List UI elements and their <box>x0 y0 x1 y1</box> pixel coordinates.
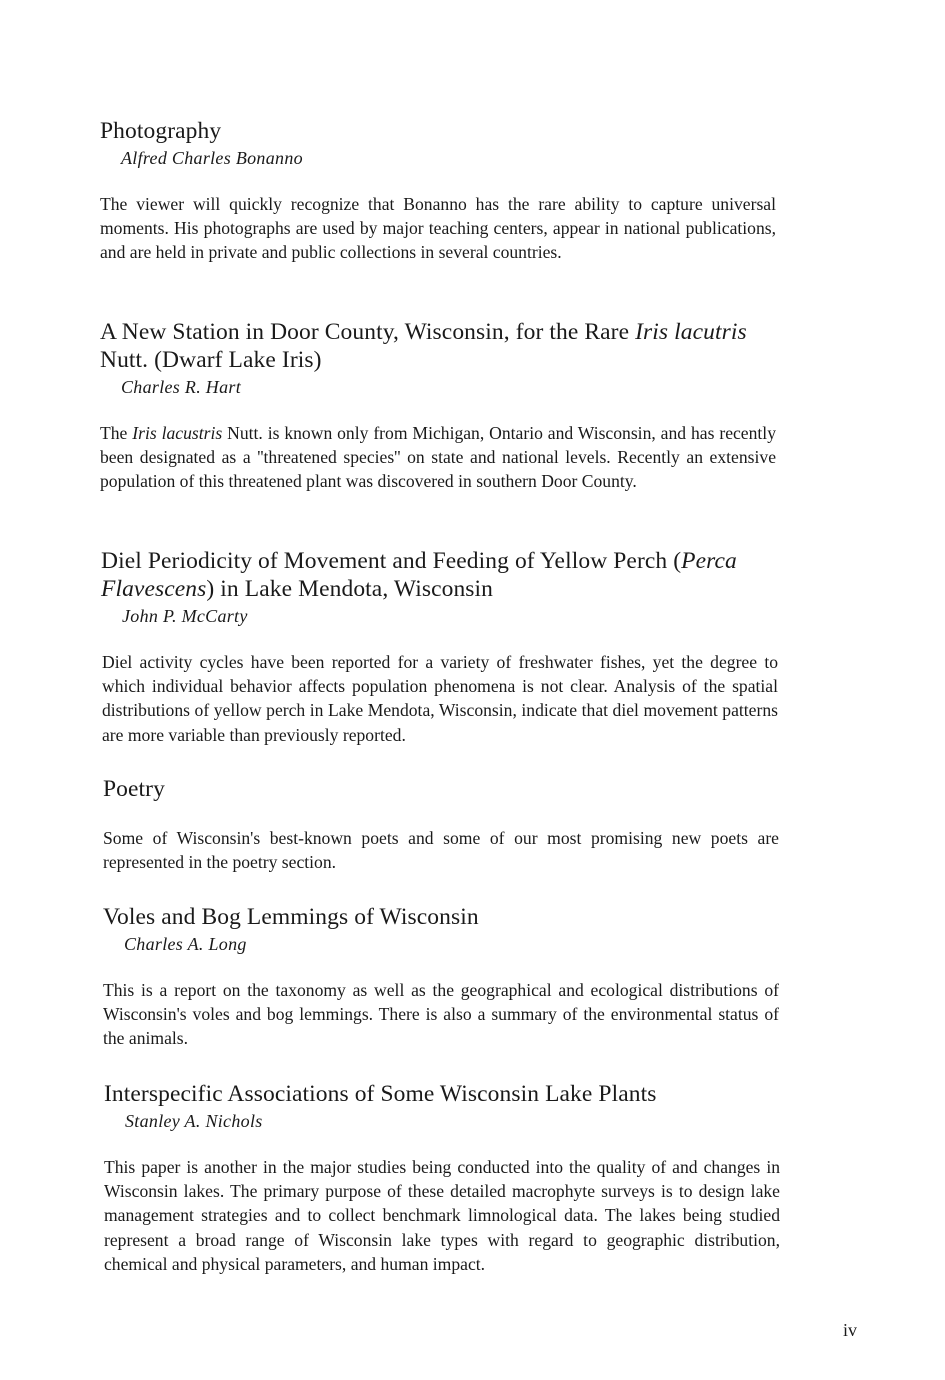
entry-summary: The Iris lacustris Nutt. is known only from Michigan, Ontario and Wisconsin, and has recently been designated as a ''threatened species'' on state and national levels. Recently an extensive population of this threatened plant was discovered in southern Door County. <box>100 423 776 492</box>
entry-title: Voles and Bog Lemmings of Wisconsin <box>103 904 479 930</box>
entry-yellow-perch <box>101 547 781 627</box>
entry-title: Photography <box>100 118 222 144</box>
entry-author: Charles R. Hart <box>121 377 242 397</box>
entry-voles-bog-lemmings <box>103 903 783 955</box>
entry-title: Poetry <box>103 776 165 802</box>
entry-poetry <box>103 775 783 803</box>
entry-dwarf-lake-iris <box>100 318 780 398</box>
page-number: iv <box>843 1320 858 1340</box>
entry-summary: Some of Wisconsin's best-known poets and some of our most promising new poets are represented in the poetry section. <box>103 828 779 873</box>
entry-lake-plants <box>104 1080 784 1132</box>
entry-title: Interspecific Associations of Some Wisconsin Lake Plants <box>104 1081 657 1107</box>
entry-summary: This is a report on the taxonomy as well as the geographical and ecological distributions of Wisconsin's voles and bog lemmings. There is also a summary of the environmental status of the animals. <box>103 980 779 1049</box>
entry-summary: The viewer will quickly recognize that Bonanno has the rare ability to capture universal moments. His photographs are used by major teaching centers, appear in national publications, and are held in private and public collections in several countries. <box>100 194 776 263</box>
entry-author: John P. McCarty <box>122 606 248 626</box>
entry-author: Charles A. Long <box>124 934 247 954</box>
entry-author: Stanley A. Nichols <box>125 1111 263 1131</box>
entry-title: Diel Periodicity of Movement and Feeding of Yellow Perch (Perca Flavescens) in Lake Mendota, Wisconsin <box>101 548 737 602</box>
entry-photography <box>100 117 780 169</box>
entry-title: A New Station in Door County, Wisconsin, for the Rare Iris lacutris Nutt. (Dwarf Lake Iris) <box>100 319 747 373</box>
entry-summary: Diel activity cycles have been reported for a variety of freshwater fishes, yet the degree to which individual behavior affects population phenomena is not clear. Analysis of the spatial distributions of yellow perch in Lake Mendota, Wisconsin, indicate that diel movement patterns are more variable than previously reported. <box>102 652 778 745</box>
entry-summary: This paper is another in the major studies being conducted into the quality of and changes in Wisconsin lakes. The primary purpose of these detailed macrophyte surveys is to design lake management strategies and to collect benchmark limnological data. The lakes being studied represent a broad range of Wisconsin lake types with regard to geographic distribution, chemical and physical parameters, and human impact. <box>104 1157 780 1274</box>
entry-author: Alfred Charles Bonanno <box>121 148 303 168</box>
